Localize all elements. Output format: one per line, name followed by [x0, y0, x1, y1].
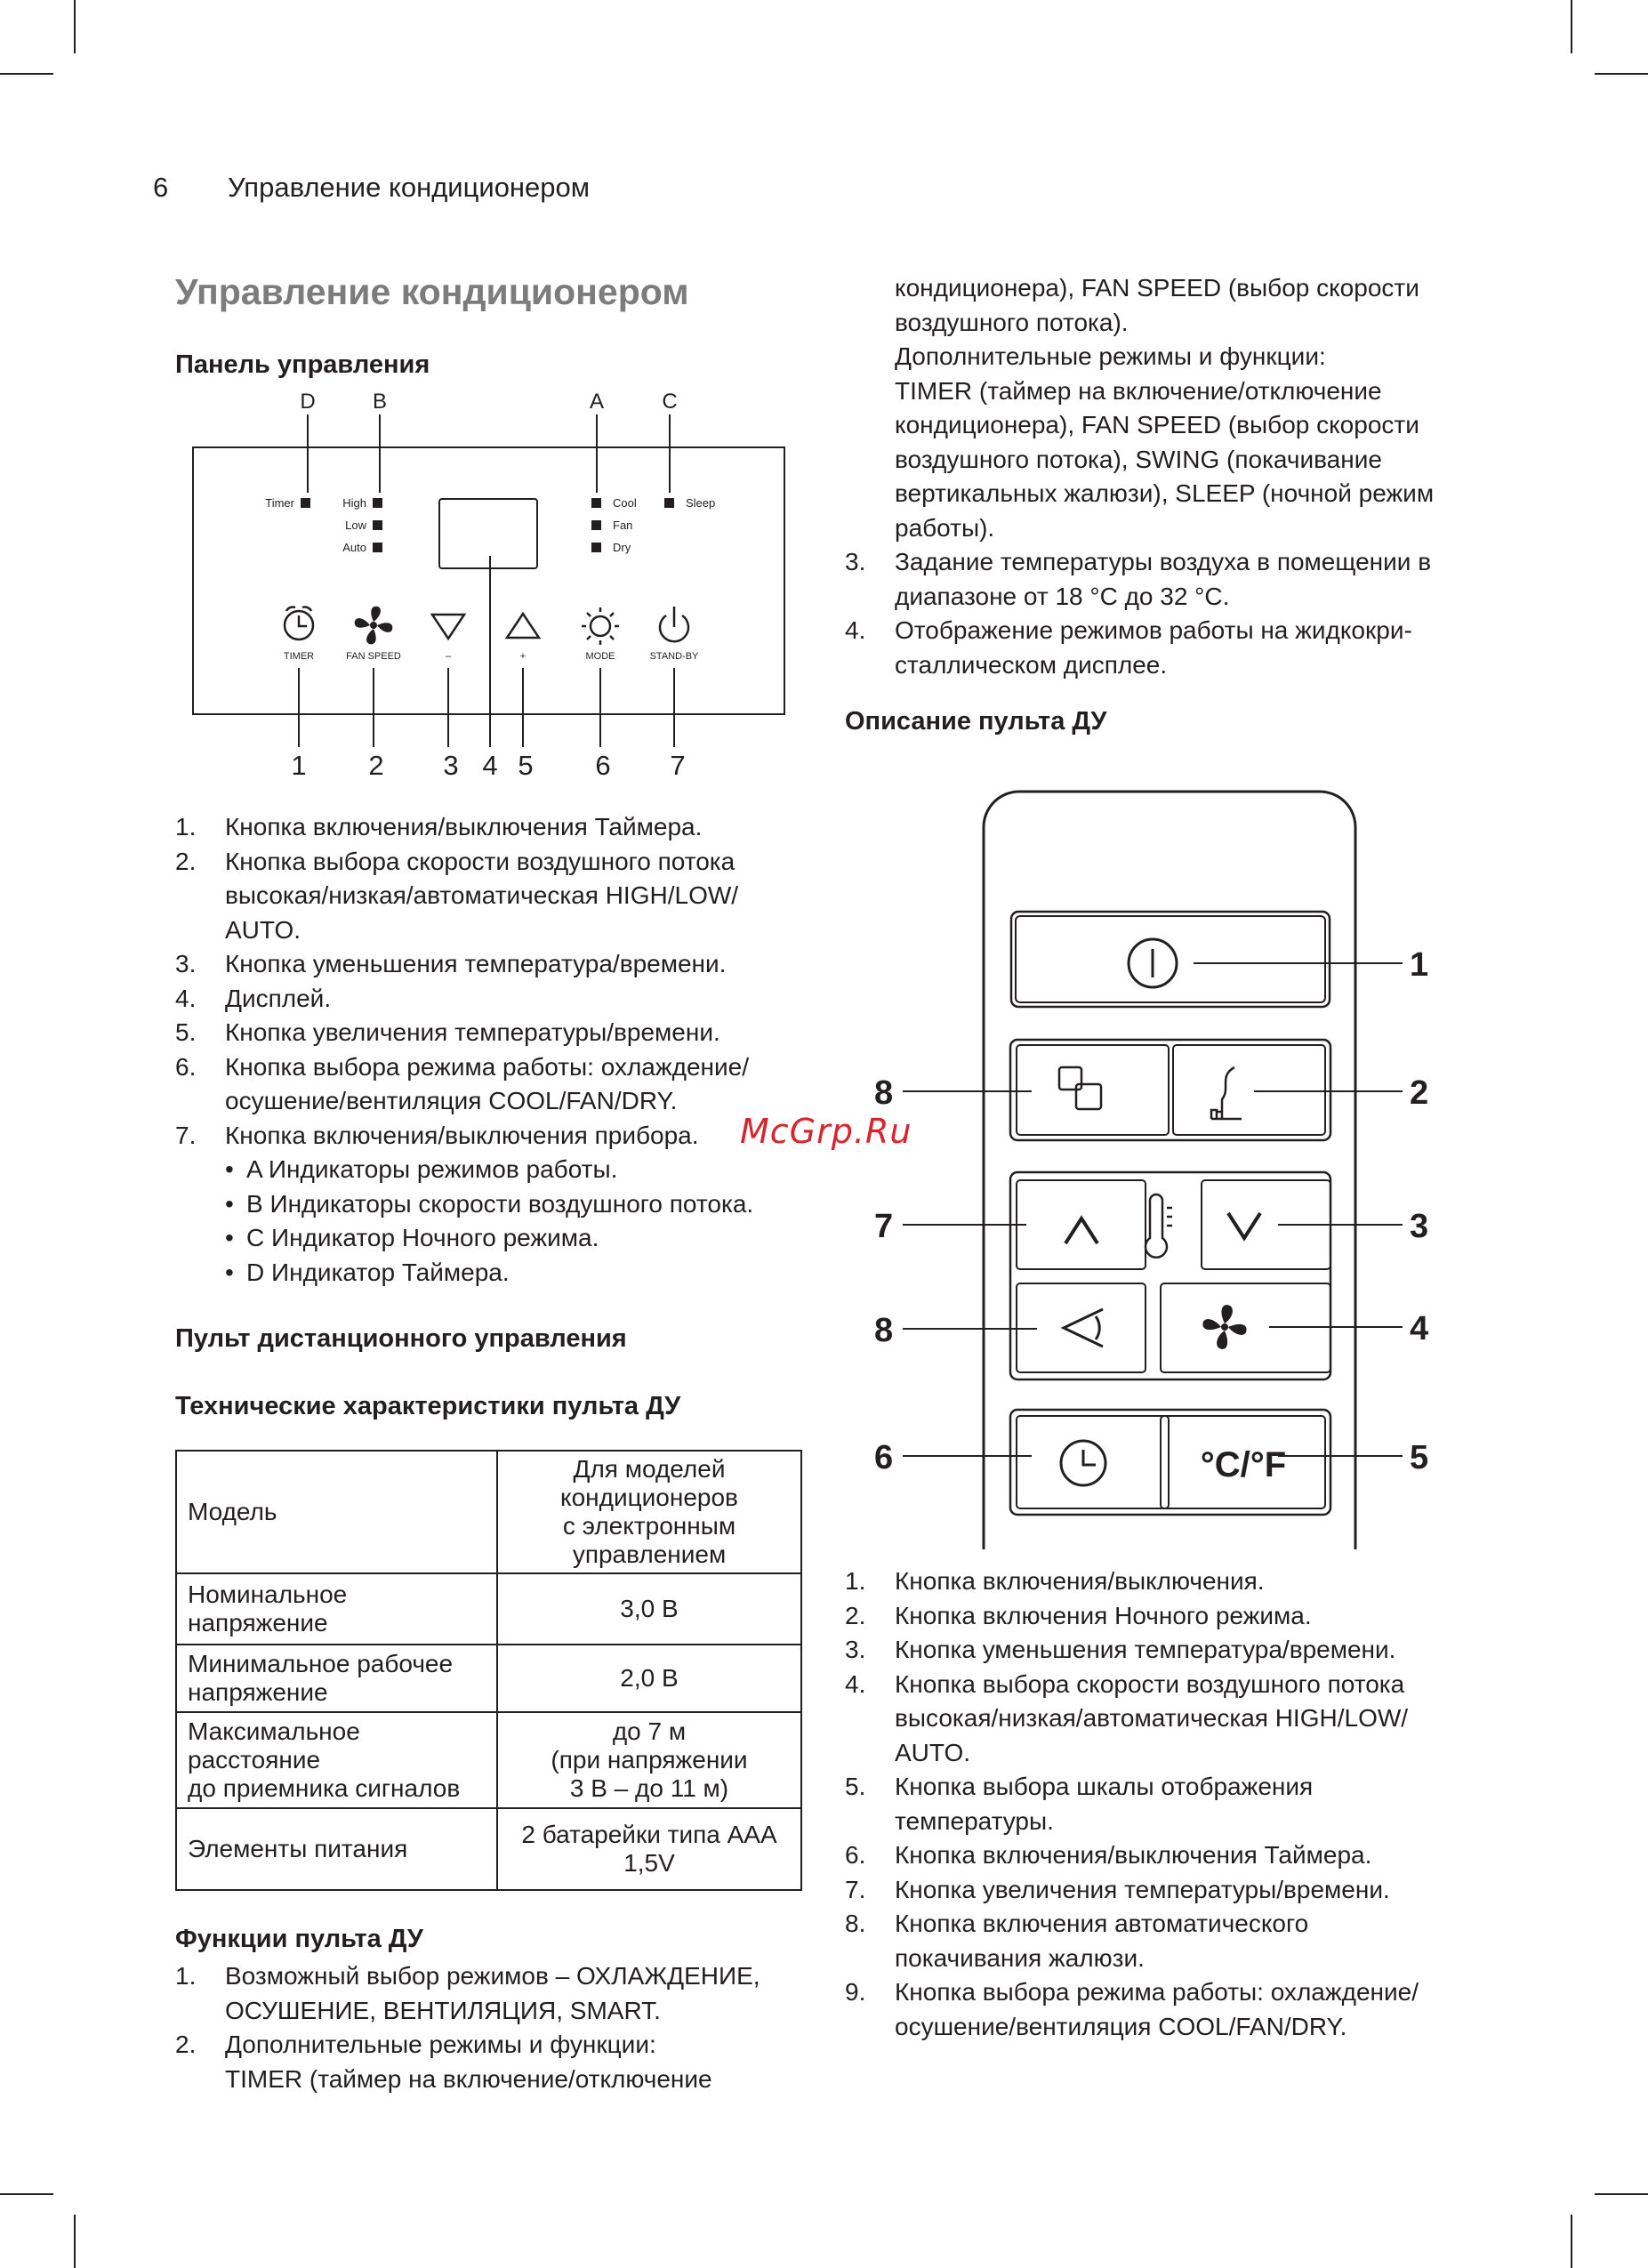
running-title: Управление кондиционером	[228, 172, 591, 203]
panel-frame	[193, 447, 784, 714]
callout-1: 1	[291, 750, 307, 781]
specs-table	[175, 1450, 802, 1891]
remote-callout-6: 6	[874, 1439, 894, 1476]
callout-6: 6	[595, 750, 611, 781]
crop-mark	[1595, 73, 1648, 75]
list-item: 2. Кнопка включения Ночного режима.	[845, 1601, 1312, 1629]
list-item: 6. Кнопка включения/выключения Таймера.	[845, 1841, 1372, 1869]
list-item: 1. Кнопка включения/выключения Таймера.	[175, 813, 703, 840]
remote-list	[845, 1564, 1521, 2044]
table-row: Модель Для моделей кондиционеров с электронным управлением	[176, 1451, 801, 1573]
high-indicator-label: High	[342, 496, 366, 510]
functions-continued: кондиционера), FAN SPEED (выбор скорости воздушного потока). Дополнительные режимы и функции: TIMER (таймер на включение/отключение кондиционера), FAN SPEED (выбор скорости воздушного потока), SWING (покачивание вертикальных жалюзи), SLEEP (ночной режим работы).	[895, 274, 1435, 542]
list-item: • C Индикатор Ночного режима.	[225, 1221, 830, 1256]
control-panel-diagram	[173, 382, 814, 784]
low-led	[373, 520, 382, 530]
panel-heading: Панель управления	[175, 350, 430, 379]
list-item: 3. Кнопка уменьшения температура/времени.	[845, 1636, 1396, 1663]
list-item: 3. Кнопка уменьшения температура/времени.	[175, 950, 727, 977]
mode-button-label: MODE	[585, 651, 615, 662]
list-item: 7. Кнопка включения/выключения прибора.	[175, 1121, 699, 1149]
crop-mark	[74, 0, 76, 53]
list-item: 2. Кнопка выбора скорости воздушного потока высокая/низкая/автоматическая HIGH/LOW/ AUTO.	[175, 847, 739, 944]
list-item: 6. Кнопка выбора режима работы: охлаждение/ осушение/вентиляция COOL/FAN/DRY.	[175, 1052, 749, 1114]
chevron-up-icon	[1065, 1218, 1097, 1243]
table-row: Элементы питания 2 батарейки типа ААА 1,5V	[176, 1808, 801, 1890]
fan-icon	[1202, 1305, 1246, 1349]
alarm-clock-icon	[285, 607, 313, 639]
minus-button-label: –	[445, 651, 452, 662]
remote-callout-5: 5	[1410, 1439, 1429, 1476]
label-c: C	[662, 390, 678, 414]
dry-led	[591, 543, 601, 552]
crop-mark	[0, 2193, 53, 2195]
page-number: 6	[153, 172, 169, 203]
clock-icon	[1061, 1441, 1105, 1485]
mode-squares-icon	[1059, 1067, 1101, 1109]
list-item: 4. Дисплей.	[175, 984, 332, 1012]
callout-7: 7	[670, 750, 686, 781]
cool-led	[591, 498, 601, 508]
panel-list	[175, 810, 816, 1153]
high-led	[373, 498, 382, 508]
power-icon	[660, 607, 688, 641]
list-item: 5. Кнопка увеличения температуры/времени.	[175, 1018, 720, 1046]
remote-callout-2: 2	[1410, 1074, 1429, 1112]
list-item: 4. Отображение режимов работы на жидкокри- сталлическом дисплее.	[845, 616, 1412, 679]
list-item: 7. Кнопка увеличения температуры/времени.	[845, 1875, 1390, 1903]
fan-indicator-label: Fan	[613, 519, 633, 532]
crop-mark	[1595, 2193, 1648, 2195]
dry-indicator-label: Dry	[613, 541, 631, 554]
list-item: 1. Возможный выбор режимов – ОХЛАЖДЕНИЕ, ОСУШЕНИЕ, ВЕНТИЛЯЦИЯ, SMART.	[175, 1962, 760, 2024]
indicator-bullets	[225, 1153, 830, 1290]
remote-description-heading: Описание пульта ДУ	[845, 707, 1107, 736]
callout-3: 3	[443, 750, 459, 781]
remote-callout-1: 1	[1410, 946, 1429, 984]
list-item: 3. Задание температуры воздуха в помещении в диапазоне от 18 °С до 32 °С.	[845, 548, 1432, 610]
list-item: • A Индикаторы режимов работы.	[225, 1153, 830, 1187]
standby-button-label: STAND-BY	[649, 651, 699, 662]
callout-2: 2	[368, 750, 384, 781]
power-icon	[1129, 939, 1177, 987]
display	[439, 499, 537, 568]
crop-mark	[0, 73, 53, 75]
remote-callout-8b: 8	[874, 1312, 894, 1349]
functions-list-continued	[845, 545, 1521, 682]
callout-4: 4	[482, 750, 498, 781]
list-item: 2. Дополнительные режимы и функции: TIMER (таймер на включение/отключение	[175, 2031, 712, 2093]
label-a: A	[589, 390, 605, 414]
specs-heading: Технические характеристики пульта ДУ	[175, 1392, 681, 1420]
sleep-hand-icon	[1211, 1067, 1242, 1119]
watermark: McGrp.Ru	[740, 1112, 912, 1151]
fan-led	[591, 520, 601, 530]
sun-icon	[582, 607, 619, 645]
triangle-down-icon	[432, 615, 464, 639]
triangle-up-icon	[507, 614, 539, 638]
functions-heading: Функции пульта ДУ	[175, 1925, 423, 1953]
list-item: • D Индикатор Таймера.	[225, 1256, 830, 1291]
crop-mark	[1571, 2215, 1572, 2268]
auto-indicator-label: Auto	[342, 541, 366, 554]
list-item: 5. Кнопка выбора шкалы отображения температуры.	[845, 1773, 1314, 1835]
plus-button-label: +	[519, 651, 527, 662]
swing-icon	[1064, 1309, 1103, 1347]
crop-mark	[1571, 0, 1572, 53]
auto-led	[373, 543, 382, 552]
label-b: B	[372, 390, 388, 414]
cool-indicator-label: Cool	[613, 496, 637, 510]
remote-heading: Пульт дистанционного управления	[175, 1324, 627, 1353]
remote-callout-8a: 8	[874, 1074, 894, 1112]
section-title: Управление кондиционером	[175, 271, 689, 312]
timer-button-label: TIMER	[283, 651, 315, 662]
list-item: 1. Кнопка включения/выключения.	[845, 1567, 1265, 1595]
list-item: 8. Кнопка включения автоматического покачивания жалюзи.	[845, 1910, 1309, 1972]
table-row: Максимальное расстояние до приемника сигналов до 7 м (при напряжении 3 В – до 11 м)	[176, 1712, 801, 1808]
list-item: 9. Кнопка выбора режима работы: охлаждение/ осушение/вентиляция COOL/FAN/DRY.	[845, 1978, 1419, 2040]
timer-indicator-label: Timer	[265, 496, 294, 510]
label-d: D	[300, 390, 316, 414]
list-item: 4. Кнопка выбора скорости воздушного потока высокая/низкая/автоматическая HIGH/LOW/ AUTO.	[845, 1669, 1409, 1766]
remote-callout-7: 7	[874, 1208, 894, 1245]
sleep-indicator-label: Sleep	[686, 496, 716, 510]
temp-unit-label: °C/°F	[1200, 1445, 1287, 1484]
chevron-down-icon	[1228, 1213, 1260, 1238]
table-row: Номинальное напряжение 3,0 В	[176, 1573, 801, 1645]
timer-led	[301, 498, 310, 508]
remote-callout-4: 4	[1410, 1310, 1429, 1347]
list-item: • B Индикаторы скорости воздушного потока.	[225, 1187, 830, 1222]
callout-5: 5	[518, 750, 534, 781]
low-indicator-label: Low	[345, 519, 366, 532]
fan-speed-button-label: FAN SPEED	[346, 651, 401, 662]
remote-diagram	[863, 783, 1450, 1556]
fan-icon	[355, 607, 393, 645]
remote-callout-3: 3	[1410, 1208, 1429, 1245]
functions-list	[175, 1959, 816, 2096]
table-row: Минимальное рабочее напряжение 2,0 В	[176, 1645, 801, 1712]
thermometer-icon	[1146, 1194, 1172, 1258]
sleep-led	[664, 498, 674, 508]
crop-mark	[74, 2215, 76, 2268]
